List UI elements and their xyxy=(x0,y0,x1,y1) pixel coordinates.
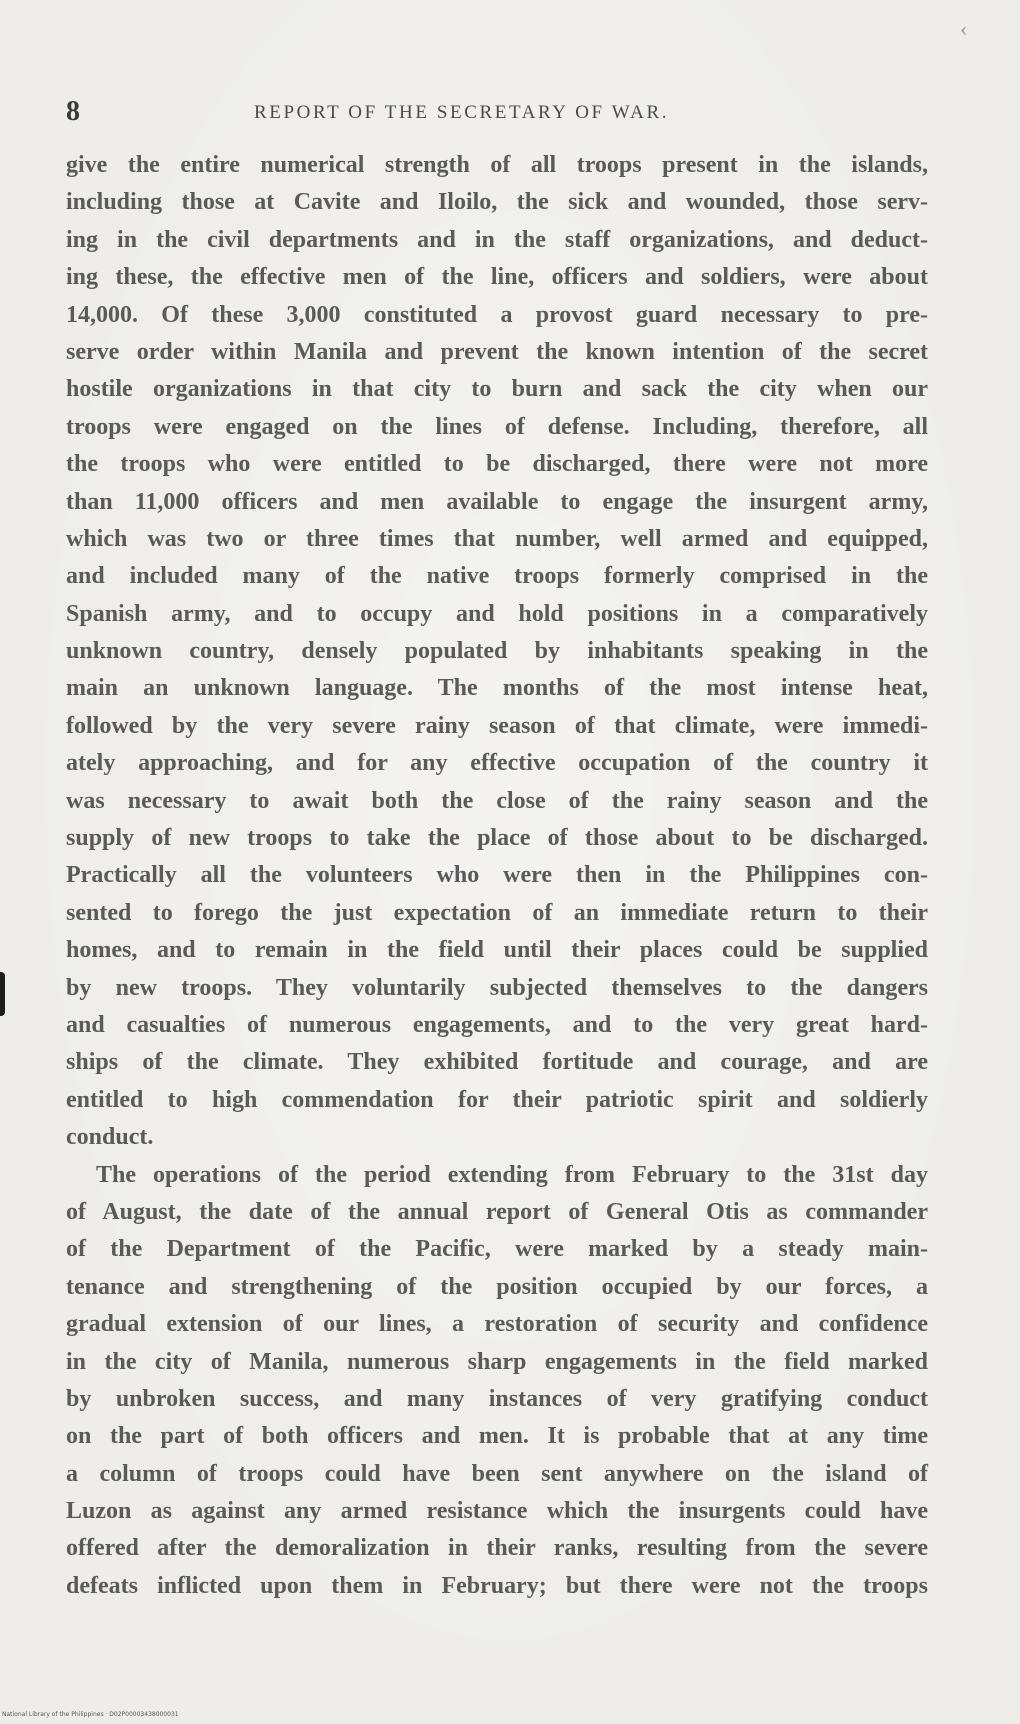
text-line: and casualties of numerous engagements, and to the very great hard- xyxy=(66,1011,928,1038)
text-line: The operations of the period extending from February to the 31st day xyxy=(96,1161,928,1188)
text-line: and included many of the native troops formerly comprised in the xyxy=(66,563,928,590)
text-line: on the part of both officers and men. It is probable that at any time xyxy=(66,1423,928,1450)
text-line: of August, the date of the annual report of General Otis as commander xyxy=(66,1198,928,1225)
text-line: which was two or three times that number, well armed and equipped, xyxy=(66,525,928,552)
text-line: than 11,000 officers and men available to engage the insurgent army, xyxy=(66,488,928,515)
text-line: Spanish army, and to occupy and hold positions in a comparatively xyxy=(66,600,928,627)
text-line: was necessary to await both the close of the rainy season and the xyxy=(66,787,928,814)
paragraph xyxy=(66,1157,928,1606)
text-line: serve order within Manila and prevent the known intention of the secret xyxy=(66,338,928,365)
text-line: tenance and strengthening of the position occupied by our forces, a xyxy=(66,1273,928,1300)
body-text xyxy=(66,147,928,1605)
paragraph xyxy=(66,147,928,1157)
text-line: sented to forego the just expectation of an immediate return to their xyxy=(66,899,928,926)
corner-mark: ‹ xyxy=(960,16,968,41)
text-line: ing in the civil departments and in the staff organizations, and deduct- xyxy=(66,226,928,253)
text-line: ing these, the effective men of the line, officers and soldiers, were about xyxy=(66,264,928,291)
text-line: defeats inflicted upon them in February; but there were not the troops xyxy=(66,1572,928,1599)
text-line: main an unknown language. The months of the most intense heat, xyxy=(66,675,928,702)
text-line: give the entire numerical strength of all troops present in the islands, xyxy=(66,152,928,178)
text-line: entitled to high commendation for their patriotic spirit and soldierly xyxy=(66,1086,928,1113)
text-line: unknown country, densely populated by inhabitants speaking in the xyxy=(66,638,928,665)
binding-mark xyxy=(0,972,5,1016)
text-line: hostile organizations in that city to burn and sack the city when our xyxy=(66,376,928,403)
text-line: of the Department of the Pacific, were marked by a steady main- xyxy=(66,1236,928,1263)
text-line: conduct. xyxy=(66,1124,154,1151)
running-head xyxy=(66,96,924,130)
text-line: 14,000. Of these 3,000 constituted a provost guard necessary to pre- xyxy=(66,301,928,328)
text-line: offered after the demoralization in their ranks, resulting from the severe xyxy=(66,1535,928,1562)
text-line: ships of the climate. They exhibited fortitude and courage, and are xyxy=(66,1049,928,1076)
text-line: the troops who were entitled to be discharged, there were not more xyxy=(66,451,928,478)
text-line: homes, and to remain in the field until their places could be supplied xyxy=(66,937,928,964)
page-number: 8 xyxy=(66,96,80,127)
text-line: by unbroken success, and many instances of very gratifying conduct xyxy=(66,1385,928,1412)
running-head-title: REPORT OF THE SECRETARY OF WAR. xyxy=(254,102,670,123)
text-line: followed by the very severe rainy season of that climate, were immedi- xyxy=(66,712,928,739)
text-line: including those at Cavite and Iloilo, the sick and wounded, those serv- xyxy=(66,189,928,216)
text-line: by new troops. They voluntarily subjected themselves to the dangers xyxy=(66,974,928,1001)
text-line: troops were engaged on the lines of defense. Including, therefore, all xyxy=(66,413,928,440)
text-line: gradual extension of our lines, a restoration of security and confidence xyxy=(66,1311,928,1338)
footer-stamp: National Library of the Philippines · D02P00003438000031 xyxy=(2,1711,179,1718)
text-line: Practically all the volunteers who were then in the Philippines con- xyxy=(66,862,928,889)
text-line: supply of new troops to take the place of those about to be discharged. xyxy=(66,825,928,852)
text-line: ately approaching, and for any effective occupation of the country it xyxy=(66,750,928,777)
text-line: Luzon as against any armed resistance which the insurgents could have xyxy=(66,1498,928,1525)
text-line: a column of troops could have been sent anywhere on the island of xyxy=(66,1460,928,1487)
text-line: in the city of Manila, numerous sharp engagements in the field marked xyxy=(66,1348,928,1375)
